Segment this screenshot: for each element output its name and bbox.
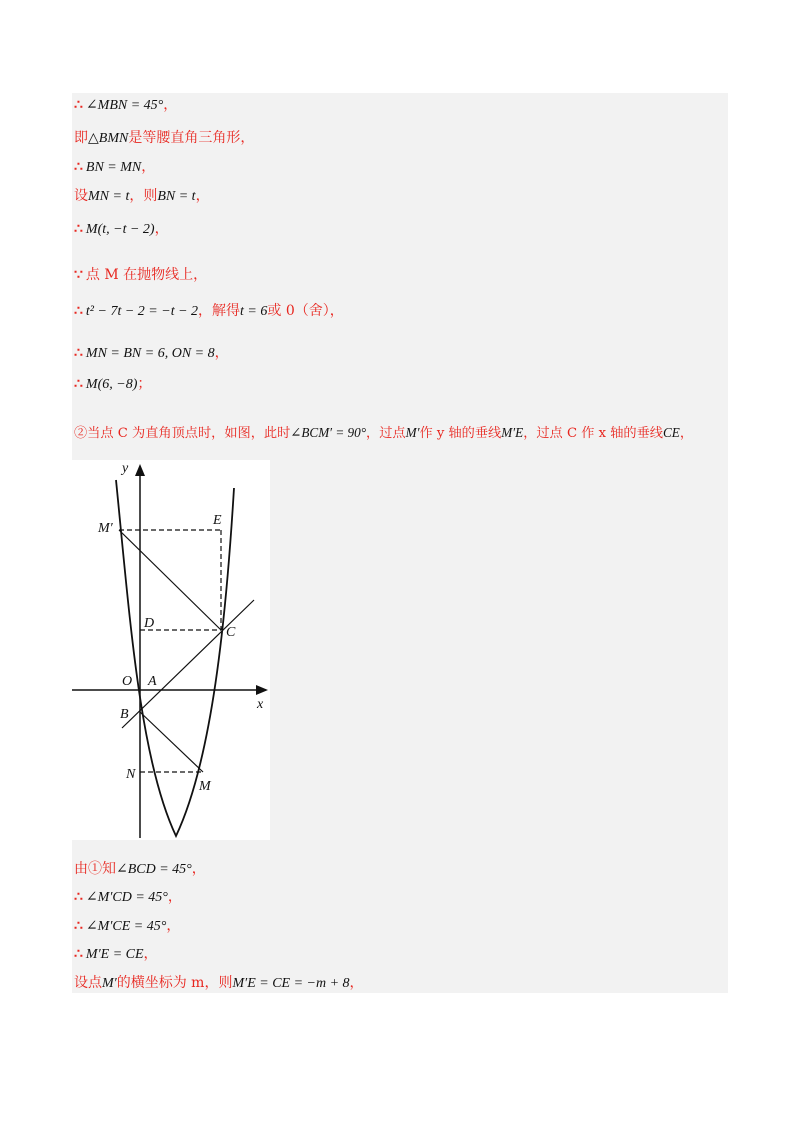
x-axis-arrow [256,685,268,695]
y-axis-arrow [135,464,145,476]
math-expr: CE [662,425,680,440]
step-isosceles-right-triangle: 即△BMN是等腰直角三角形， [74,130,255,146]
label-b: B [120,707,129,722]
math-expr: M′E = CE = −m + 8 [232,976,350,991]
math-expr: M′E = CE [85,947,144,962]
math-expr: ∠M′CE = 45° [85,919,167,934]
because-symbol: ∵ [74,267,83,283]
therefore-symbol: ∴ [74,946,83,962]
math-expr: ∠BCD = 45° [116,862,192,877]
therefore-symbol: ∴ [74,97,83,113]
math-expr: t² − 7t − 2 = −t − 2 [85,304,199,319]
label-n: N [126,767,136,782]
therefore-symbol: ∴ [74,889,83,905]
math-expr: BN = t [157,189,196,204]
step-angle-m-prime-cd: ∴ ∠M′CD = 45°， [74,889,182,905]
math-expr: MN = BN = 6, ON = 8 [85,346,215,361]
label-a: A [148,674,157,689]
math-expr: ∠M′CD = 45° [85,890,168,905]
therefore-symbol: ∴ [74,159,83,175]
label-m-prime: M′ [98,521,113,536]
math-expr: M′ [102,976,117,991]
label-o: O [122,674,133,689]
label-y: y [122,461,129,476]
segment-m-prime-c [119,530,221,630]
math-expr: t = 6 [240,304,268,319]
step-m-on-parabola: ∵ 点 M 在抛物线上， [74,267,208,283]
step-angle-bcd: 由①知∠BCD = 45°， [74,861,206,877]
line-bc [122,600,254,728]
math-expr: ∠MBN = 45° [85,98,164,113]
parabola-curve [116,480,234,836]
math-expr: M(t, −t − 2) [85,222,155,237]
step-angle-mbn: ∴ ∠MBN = 45°， [74,97,178,113]
therefore-symbol: ∴ [74,303,83,319]
math-expr: ∠BCM′ = 90° [290,425,367,440]
step-point-m-coords: ∴ M(t, −t − 2)， [74,221,169,237]
label-m: M [199,779,211,794]
therefore-symbol: ∴ [74,345,83,361]
math-expr: M(6, −8) [85,377,138,392]
step-angle-m-prime-ce: ∴ ∠M′CE = 45°， [74,918,181,934]
step-mn-bn-on: ∴ MN = BN = 6, ON = 8， [74,345,229,361]
label-c: C [226,625,236,640]
step-m-result: ∴ M(6, −8)； [74,376,152,392]
label-d: D [144,616,155,631]
math-expr: △BMN [88,131,129,146]
math-expr: M′ [405,425,420,440]
math-expr: MN = t [88,189,130,204]
parabola-diagram [72,460,270,840]
case-c-right-angle: ②当点 C 为直角顶点时，如图，此时∠BCM′ = 90°，过点M′作 y 轴的垂线M′E，过点 C 作 x 轴的垂线CE， [74,425,694,441]
step-bn-equals-mn: ∴ BN = MN， [74,159,156,175]
math-expr: BN = MN [85,160,142,175]
step-m-prime-e-equals-ce: ∴ M′E = CE， [74,946,158,962]
therefore-symbol: ∴ [74,918,83,934]
step-let-m-prime-x: 设点M′的横坐标为 m，则M′E = CE = −m + 8， [74,975,364,991]
math-expr: M′E [501,425,524,440]
step-solve-equation: ∴ t² − 7t − 2 = −t − 2，解得t = 6或 0（舍）， [74,303,344,319]
label-e: E [213,513,222,528]
therefore-symbol: ∴ [74,376,83,392]
segment-bm [140,712,203,772]
label-x: x [257,697,264,712]
geometry-figure [72,460,270,840]
therefore-symbol: ∴ [74,221,83,237]
step-let-mn-t: 设MN = t，则BN = t， [74,188,210,204]
